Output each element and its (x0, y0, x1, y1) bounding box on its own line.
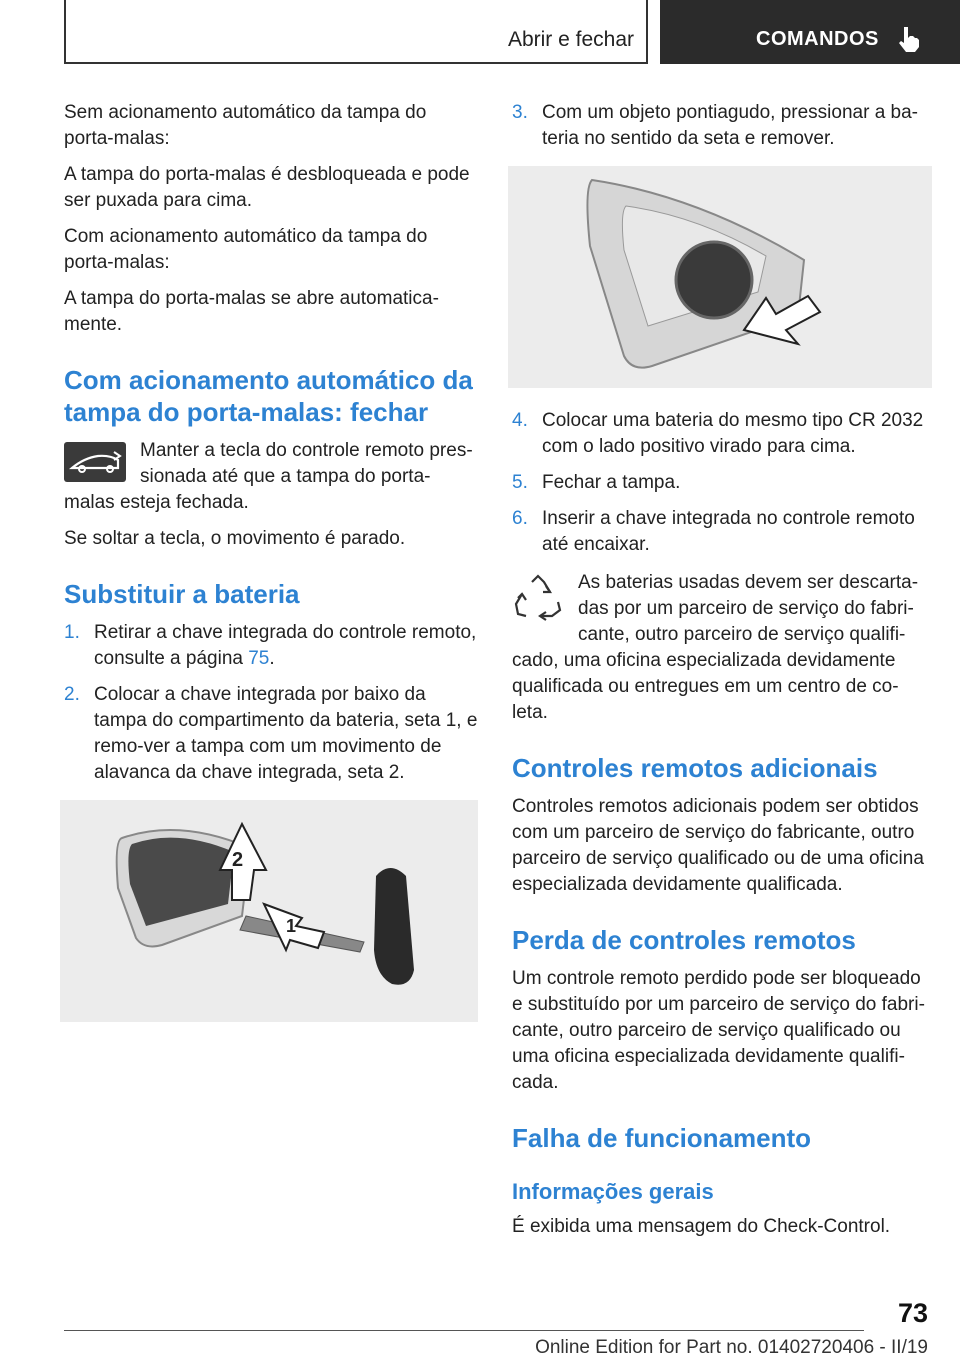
left-column (64, 100, 478, 1042)
step-number: 4. (512, 410, 528, 431)
step-text: Com um objeto pontiagudo, pressionar a ba-teria no sentido da seta e remover. (542, 102, 919, 149)
recycle-icon (512, 574, 564, 626)
heading-replace-battery: Substituir a bateria (64, 579, 300, 609)
paragraph: É exibida uma mensagem do Check-Control. (512, 1216, 891, 1237)
pointing-hand-icon (896, 25, 922, 53)
paragraph: Sem acionamento automático da tampa do porta-malas: (64, 102, 427, 149)
paragraph: Se soltar a tecla, o movimento é parado. (64, 528, 406, 549)
step-item (512, 506, 926, 558)
right-column (512, 100, 926, 1250)
battery-press-illustration (508, 166, 928, 388)
heading-malfunction: Falha de funcionamento (512, 1123, 812, 1153)
step-text: Fechar a tampa. (542, 472, 681, 493)
step-text: Colocar uma bateria do mesmo tipo CR 2032 com o lado positivo virado para cima. (542, 410, 924, 457)
page-number: 73 (897, 1298, 928, 1328)
header-chapter-tab (660, 0, 960, 64)
step-number: 1. (64, 622, 80, 643)
arrow-label-1: 1 (286, 916, 297, 936)
heading-close-tailgate: Com acionamento automático da tampa do porta-malas: fechar (64, 365, 473, 427)
step-number: 2. (64, 684, 80, 705)
paragraph: As baterias usadas devem ser descarta-das por um parceiro de serviço do fabri-cante, outro parceiro de serviço qualifi-cado, uma oficina especializada devidamente qualificada ou entregues em um centro de co-leta. (512, 572, 919, 723)
step-text: Inserir a chave integrada no controle remoto até encaixar. (542, 508, 915, 555)
paragraph: Com acionamento automático da tampa do porta-malas: (64, 226, 428, 273)
step-text: Retirar a chave integrada do controle remoto, consulte a página (94, 622, 477, 669)
header-section-title: Abrir e fechar (507, 28, 634, 51)
paragraph: Manter a tecla do controle remoto pres-sionada até que a tampa do porta-malas esteja fechada. (64, 440, 473, 513)
footer-edition: Online Edition for Part no. 01402720406 - II/19 (535, 1337, 928, 1358)
page-link[interactable]: 75 (248, 648, 270, 669)
heading-additional-remotes: Controles remotos adicionais (512, 753, 878, 783)
heading-general-info: Informações gerais (512, 1179, 714, 1204)
paragraph: Controles remotos adicionais podem ser obtidos com um parceiro de serviço do fabricante, outro parceiro de serviço qualificado ou de uma oficina especializada devidamente qualificada. (512, 796, 924, 895)
arrow-label-2: 2 (232, 849, 244, 871)
header-chapter-title: COMANDOS (756, 28, 879, 50)
paragraph: A tampa do porta-malas se abre automatica-mente. (64, 288, 439, 335)
step-number: 5. (512, 472, 528, 493)
tailgate-button-icon (64, 442, 126, 482)
close-instruction (64, 438, 478, 516)
step-item (64, 682, 478, 786)
paragraph: Um controle remoto perdido pode ser bloqueado e substituído por um parceiro de serviço do fabri-cante, outro parceiro de serviço qualificado ou uma oficina especializada devidamente qualifi-cada. (512, 968, 925, 1093)
key-lever-illustration (60, 800, 478, 1022)
recycle-note (512, 570, 926, 726)
paragraph: A tampa do porta-malas é desbloqueada e pode ser puxada para cima. (64, 164, 470, 211)
step-item: 1. Retirar a chave integrada do controle remoto, consulte a página 75. (64, 620, 478, 672)
heading-lost-remotes: Perda de controles remotos (512, 925, 856, 955)
footer-divider (64, 1330, 864, 1331)
step-item (512, 408, 926, 460)
step-number: 3. (512, 102, 528, 123)
step-item (512, 470, 926, 496)
step-text: Colocar a chave integrada por baixo da tampa do compartimento da bateria, seta 1, e remo-ver a tampa com um movimento de alavanca da chave integrada, seta 2. (94, 684, 478, 783)
figure-battery-remove (508, 166, 932, 388)
step-number: 6. (512, 508, 528, 529)
step-item (512, 100, 926, 152)
figure-key-remove-cover (60, 800, 478, 1022)
